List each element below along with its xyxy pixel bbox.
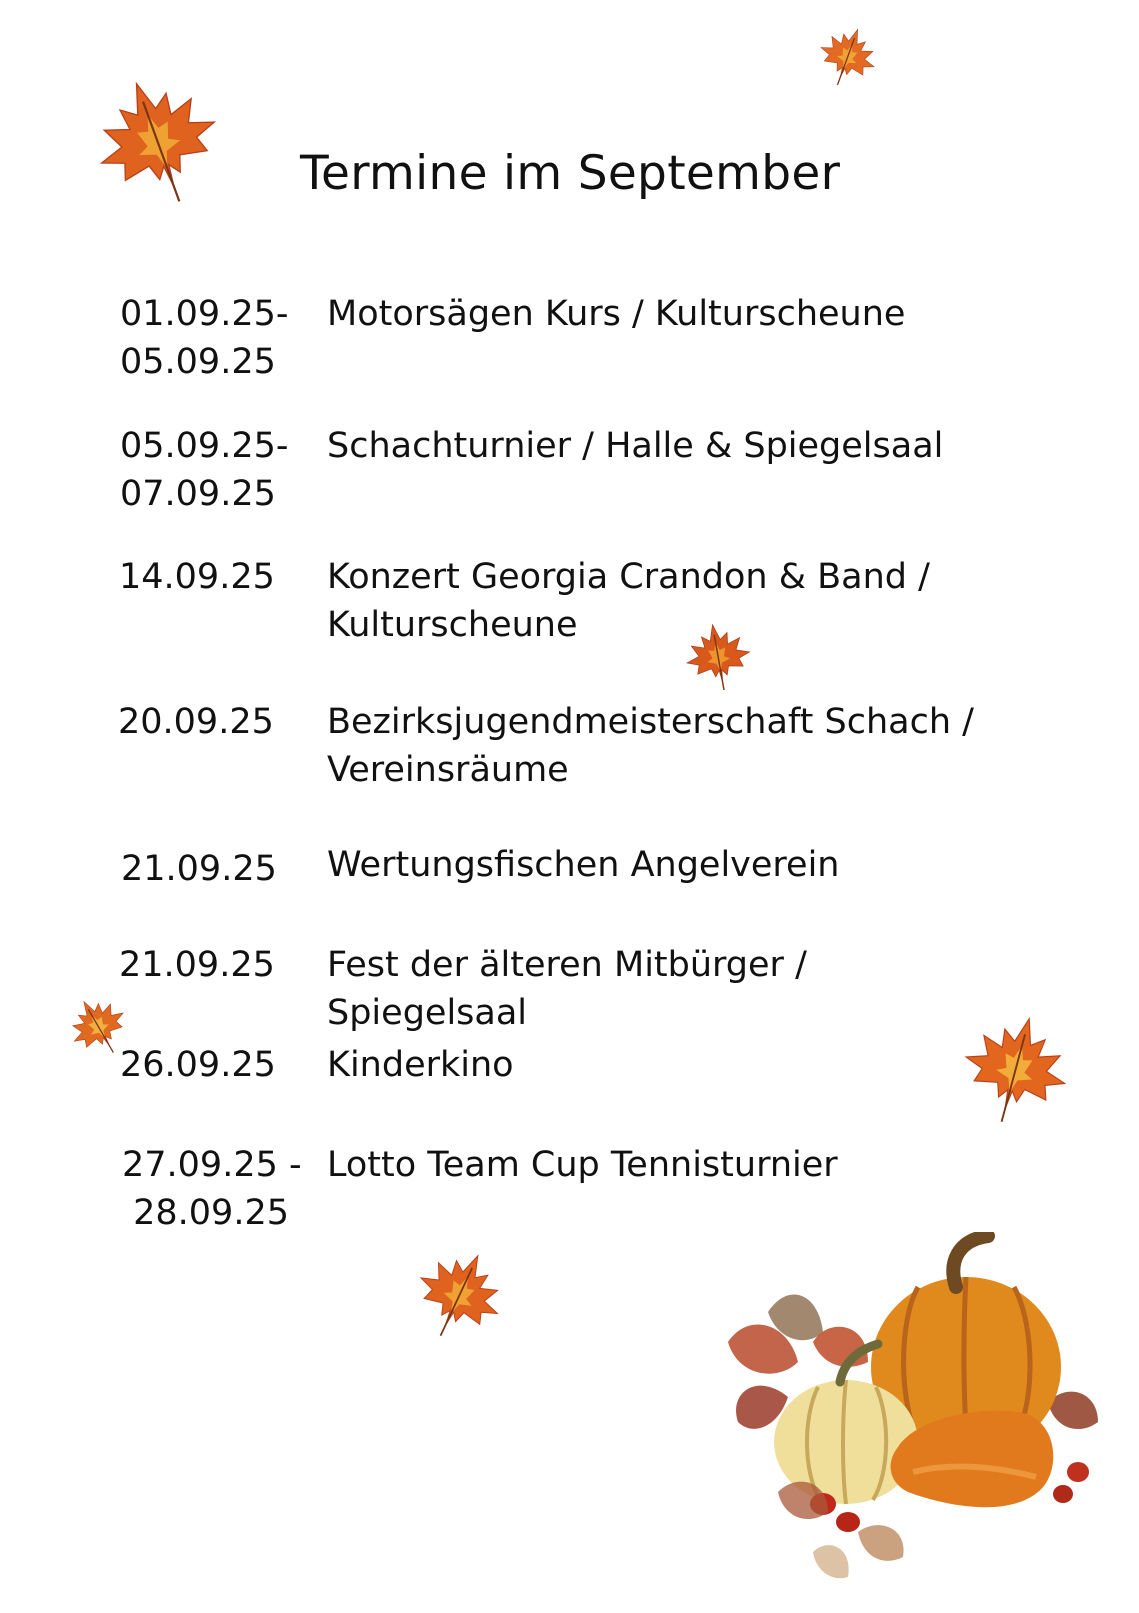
event-date: 27.09.25 - 28.09.25 (122, 1145, 302, 1233)
maple-leaf-icon (410, 1246, 510, 1342)
event-date: 05.09.25- 07.09.25 (120, 426, 289, 514)
maple-leaf-icon (948, 1010, 1084, 1126)
pumpkin-arrangement-icon (718, 1232, 1110, 1602)
event-description: Wertungsfischen Angelverein (327, 845, 840, 885)
event-description: Bezirksjugendmeisterschaft Schach / Vereinsräume (327, 702, 974, 790)
event-description: Motorsägen Kurs / Kulturscheune (327, 294, 906, 334)
event-date: 14.09.25 (119, 557, 275, 597)
event-date: 21.09.25 (119, 945, 275, 985)
event-description: Konzert Georgia Crandon & Band / Kulturscheune (327, 557, 930, 645)
event-description: Kinderkino (327, 1045, 514, 1085)
event-date: 01.09.25- 05.09.25 (120, 294, 289, 382)
event-description: Schachturnier / Halle & Spiegelsaal (327, 426, 944, 466)
event-description: Fest der älteren Mitbürger / Spiegelsaal (327, 945, 819, 1033)
event-date: 20.09.25 (118, 702, 274, 742)
page-title: Termine im September (300, 146, 841, 201)
event-description: Lotto Team Cup Tennisturnier (327, 1145, 838, 1185)
event-date: 26.09.25 (120, 1045, 276, 1085)
maple-leaf-icon (680, 620, 756, 692)
event-date: 21.09.25 (121, 849, 277, 889)
maple-leaf-icon (88, 72, 226, 208)
maple-leaf-icon (816, 24, 880, 88)
maple-leaf-icon (62, 994, 134, 1058)
